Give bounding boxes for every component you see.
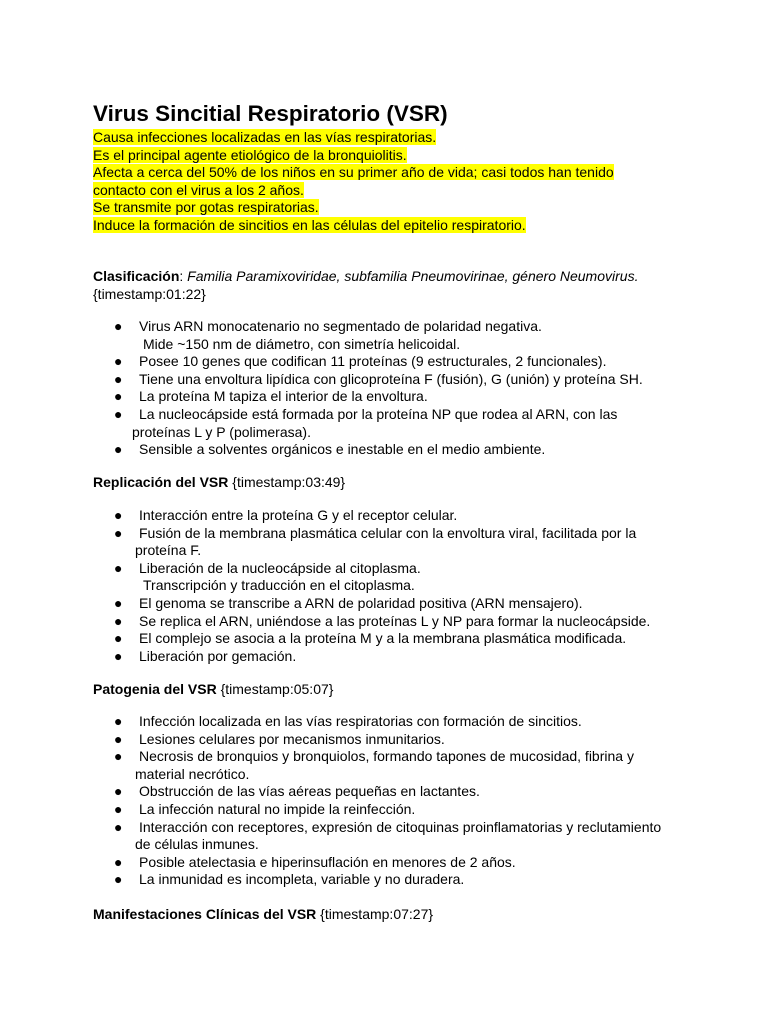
bullet-icon: ●	[114, 818, 123, 835]
replicacion-timestamp: {timestamp:03:49}	[228, 474, 346, 490]
intro-line: Se transmite por gotas respiratorias.	[93, 199, 319, 216]
replication-list	[93, 507, 693, 665]
list-item: ● Liberación de la nucleocápside al citoplasma. Transcripción y traducción en el citoplasma.	[114, 559, 421, 594]
bullet-icon: ●	[114, 507, 123, 523]
bullet-icon: ●	[114, 800, 123, 817]
manifestaciones-heading	[93, 906, 693, 924]
list-item: ● Fusión de la membrana plasmática celular con la envoltura viral, facilitada por la	[114, 524, 637, 541]
intro-line: Afecta a cerca del 50% de los niños en su primer año de vida; casi todos han tenido	[93, 164, 614, 181]
intro-highlighted	[93, 129, 653, 235]
list-item: ● Sensible a solventes orgánicos e inestable en el medio ambiente.	[114, 441, 546, 458]
list-item: ● Interacción con receptores, expresión de citoquinas proinflamatorias y reclutamiento	[114, 818, 662, 835]
bullet-icon: ●	[114, 388, 123, 405]
bullet-icon: ●	[114, 524, 123, 541]
intro-line: Causa infecciones localizadas en las vías respiratorias.	[93, 129, 437, 145]
clasificacion-paragraph	[93, 268, 693, 303]
list-item: ● La inmunidad es incompleta, variable y no duradera.	[114, 871, 465, 888]
list-item: ● Posible atelectasia e hiperinsuflación en menores de 2 años.	[114, 853, 516, 870]
list-item: ● Lesiones celulares por mecanismos inmunitarios.	[114, 730, 445, 747]
intro-line: Induce la formación de sincitios en las células del epitelio respiratorio.	[93, 216, 526, 233]
characteristics-list	[93, 318, 693, 459]
list-item-continuation: de células inmunes.	[135, 836, 259, 853]
bullet-icon: ●	[114, 853, 123, 870]
bullet-icon: ●	[114, 559, 123, 576]
bullet-icon: ●	[114, 871, 123, 888]
page-title: Virus Sincitial Respiratorio (VSR)	[93, 101, 448, 126]
bullet-icon: ●	[114, 353, 123, 370]
list-item: ● La nucleocápside está formada por la proteína NP que rodea al ARN, con las	[114, 405, 618, 422]
intro-line: contacto con el virus a los 2 años.	[93, 181, 304, 198]
clasificacion-timestamp: {timestamp:01:22}	[93, 285, 206, 302]
bullet-icon: ●	[114, 783, 123, 800]
clasificacion-separator: :	[179, 268, 188, 284]
list-item-continuation: proteínas L y P (polimerasa).	[132, 423, 311, 440]
patogenia-label: Patogenia del VSR	[93, 681, 217, 697]
manifestaciones-timestamp: {timestamp:07:27}	[316, 906, 434, 922]
bullet-icon: ●	[114, 713, 123, 729]
bullet-icon: ●	[114, 612, 123, 629]
bullet-icon: ●	[114, 405, 123, 422]
list-item: ● El complejo se asocia a la proteína M y a la membrana plasmática modificada.	[114, 630, 627, 647]
list-item: ● La infección natural no impide la reinfección.	[114, 800, 416, 817]
list-item: ● Liberación por gemación.	[114, 647, 297, 664]
bullet-icon: ●	[114, 647, 123, 664]
intro-line: Es el principal agente etiológico de la bronquiolitis.	[93, 146, 407, 163]
list-item: ● Virus ARN monocatenario no segmentado de polaridad negativa. Mide ~150 nm de diámetro, con simetría helicoidal.	[114, 318, 542, 352]
list-item: ● Interacción entre la proteína G y el receptor celular.	[114, 507, 458, 523]
list-item: ● Tiene una envoltura lipídica con glicoproteína F (fusión), G (unión) y proteína SH.	[114, 370, 643, 387]
replicacion-label: Replicación del VSR	[93, 474, 229, 490]
replicacion-heading	[93, 474, 693, 492]
manifestaciones-label: Manifestaciones Clínicas del VSR	[93, 906, 317, 922]
patogenia-timestamp: {timestamp:05:07}	[216, 681, 334, 697]
list-item-continuation: material necrótico.	[135, 765, 250, 782]
bullet-icon: ●	[114, 441, 123, 458]
list-item: ● El genoma se transcribe a ARN de polaridad positiva (ARN mensajero).	[114, 594, 583, 611]
bullet-icon: ●	[114, 730, 123, 747]
list-item: ● Posee 10 genes que codifican 11 proteínas (9 estructurales, 2 funcionales).	[114, 353, 607, 370]
clasificacion-label: Clasificación	[93, 268, 180, 284]
bullet-icon: ●	[114, 748, 123, 765]
list-item: ● Se replica el ARN, uniéndose a las proteínas L y NP para formar la nucleocápside.	[114, 612, 651, 629]
bullet-icon: ●	[114, 318, 123, 334]
clasificacion-text: Familia Paramixoviridae, subfamilia Pneumovirinae, género Neumovirus.	[187, 268, 639, 284]
bullet-icon: ●	[114, 370, 123, 387]
list-item: ● La proteína M tapiza el interior de la envoltura.	[114, 388, 428, 405]
bullet-icon: ●	[114, 594, 123, 611]
list-item: ● Infección localizada en las vías respiratorias con formación de sincitios.	[114, 713, 582, 729]
list-item-continuation: proteína F.	[135, 542, 202, 559]
list-item: ● Necrosis de bronquios y bronquiolos, formando tapones de mucosidad, fibrina y	[114, 748, 634, 765]
list-item: ● Obstrucción de las vías aéreas pequeñas en lactantes.	[114, 783, 480, 800]
bullet-icon: ●	[114, 630, 123, 647]
pathogenesis-list	[93, 713, 693, 889]
patogenia-heading	[93, 681, 693, 699]
